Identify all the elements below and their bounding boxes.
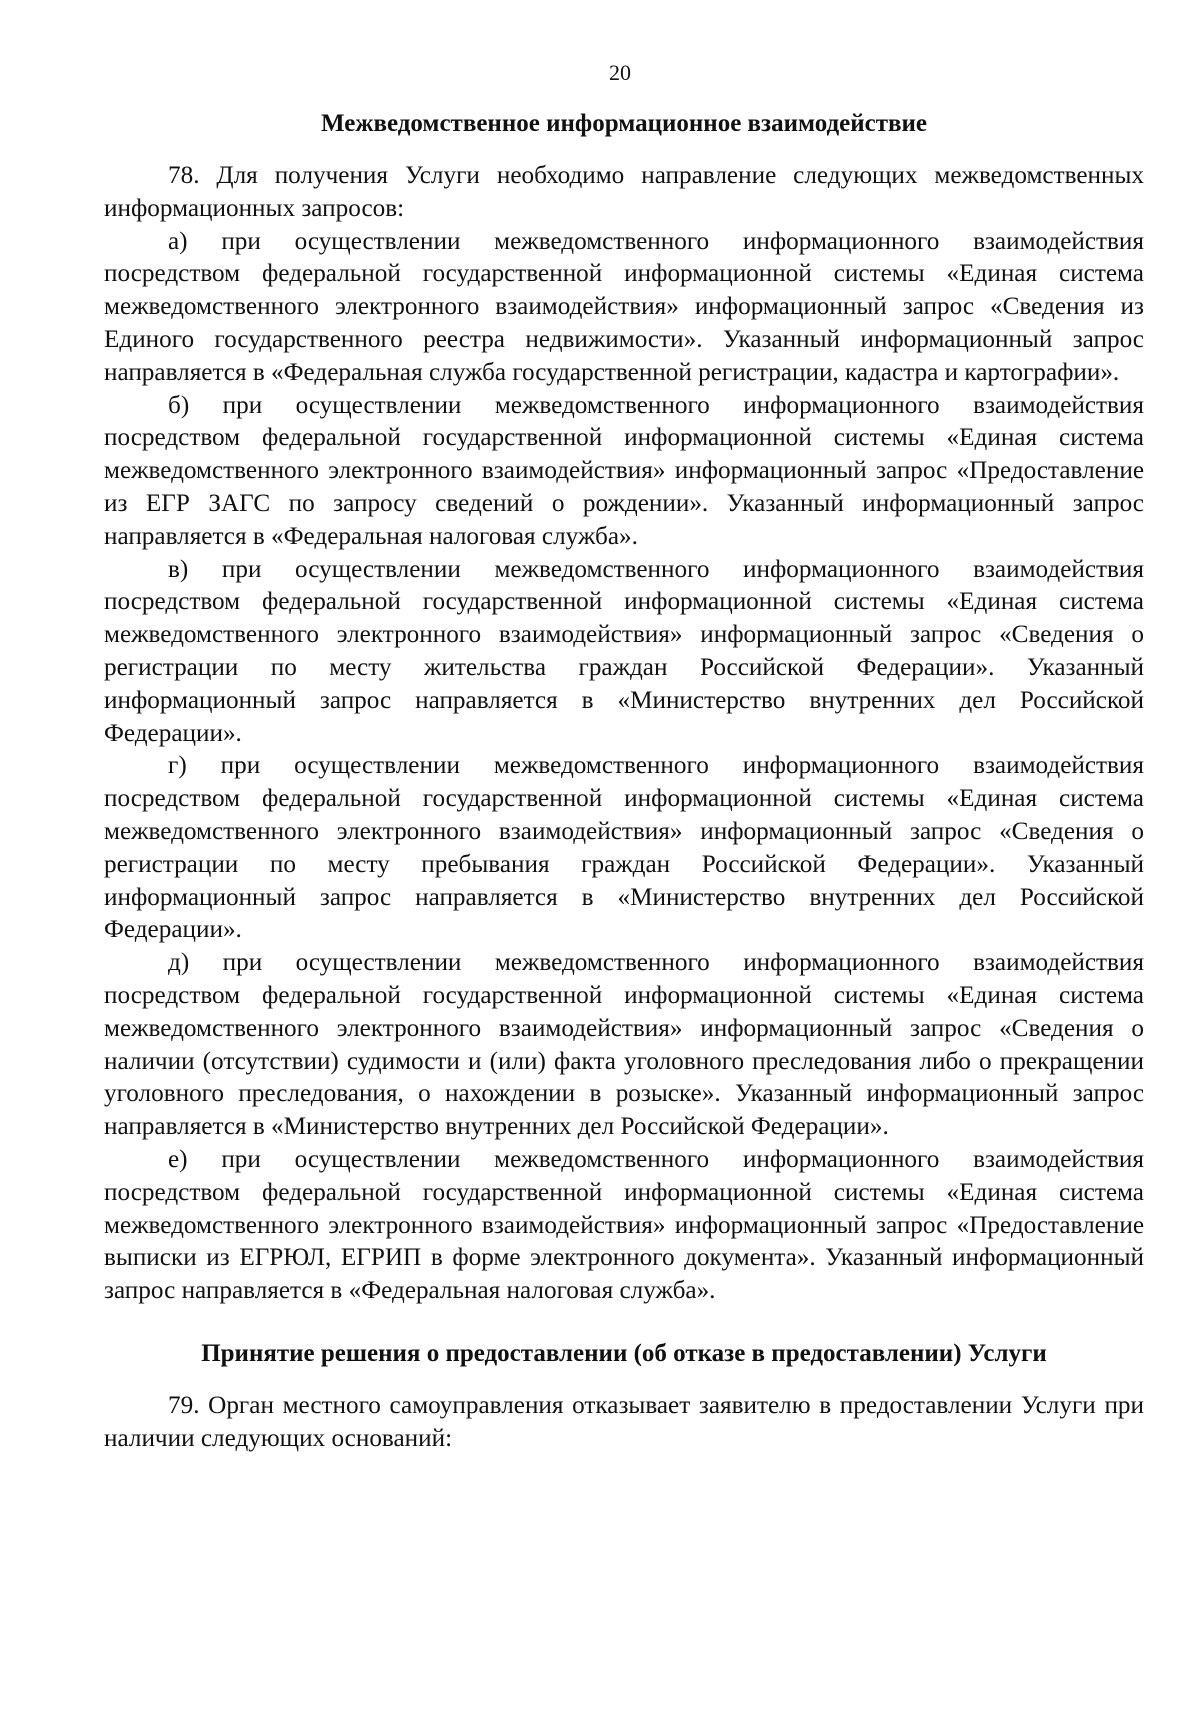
section-heading-interagency: Межведомственное информационное взаимодействие — [321, 110, 927, 137]
paragraph-78-g: г) при осуществлении межведомственного информационного взаимодействия посредством федеральной государственной информационной системы «Единая система межведомственного электронного взаимодействия» информационный запрос «Сведения о регистрации по месту пребывания граждан Российской Федерации». Указанный информационный запрос направляется в «Министерство внутренних дел Российской Федерации». — [104, 752, 1144, 944]
section-heading-decision: Принятие решения о предоставлении (об отказе в предоставлении) Услуги — [201, 1339, 1047, 1367]
page-number: 20 — [609, 60, 631, 85]
paragraph-78-e: е) при осуществлении межведомственного информационного взаимодействия посредством федеральной государственной информационной системы «Единая система межведомственного электронного взаимодействия» информационный запрос «Предоставление выписки из ЕГРЮЛ, ЕГРИП в форме электронного документа». Указанный информационный запрос направляется в «Федеральная налоговая служба». — [104, 1145, 1144, 1305]
page-content — [104, 108, 1144, 1455]
paragraph-78-b: б) при осуществлении межведомственного информационного взаимодействия посредством федеральной государственной информационной системы «Единая система межведомственного электронного взаимодействия» информационный запрос «Предоставление из ЕГР ЗАГС по запросу сведений о рождении». Указанный информационный запрос направляется в «Федеральная налоговая служба». — [104, 391, 1144, 550]
paragraph-78-a: а) при осуществлении межведомственного информационного взаимодействия посредством федеральной государственной информационной системы «Единая система межведомственного электронного взаимодействия» информационный запрос «Сведения из Единого государственного реестра недвижимости». Указанный информационный запрос направляется в «Федеральная служба государственной регистрации, кадастра и картографии». — [104, 227, 1144, 386]
paragraph-78-v: в) при осуществлении межведомственного информационного взаимодействия посредством федеральной государственной информационной системы «Единая система межведомственного электронного взаимодействия» информационный запрос «Сведения о регистрации по месту жительства граждан Российской Федерации». Указанный информационный запрос направляется в «Министерство внутренних дел Российской Федерации». — [104, 555, 1144, 747]
paragraph-78: 78. Для получения Услуги необходимо направление следующих межведомственных информационных запросов: — [104, 162, 1144, 222]
paragraph-78-d: д) при осуществлении межведомственного информационного взаимодействия посредством федеральной государственной информационной системы «Единая система межведомственного электронного взаимодействия» информационный запрос «Сведения о наличии (отсутствии) судимости и (или) факта уголовного преследования либо о прекращении уголовного преследования, о нахождении в розыске». Указанный информационный запрос направляется в «Министерство внутренних дел Российской Федерации». — [104, 949, 1144, 1141]
paragraph-79: 79. Орган местного самоуправления отказывает заявителю в предоставлении Услуги при наличии следующих оснований: — [104, 1391, 1144, 1452]
